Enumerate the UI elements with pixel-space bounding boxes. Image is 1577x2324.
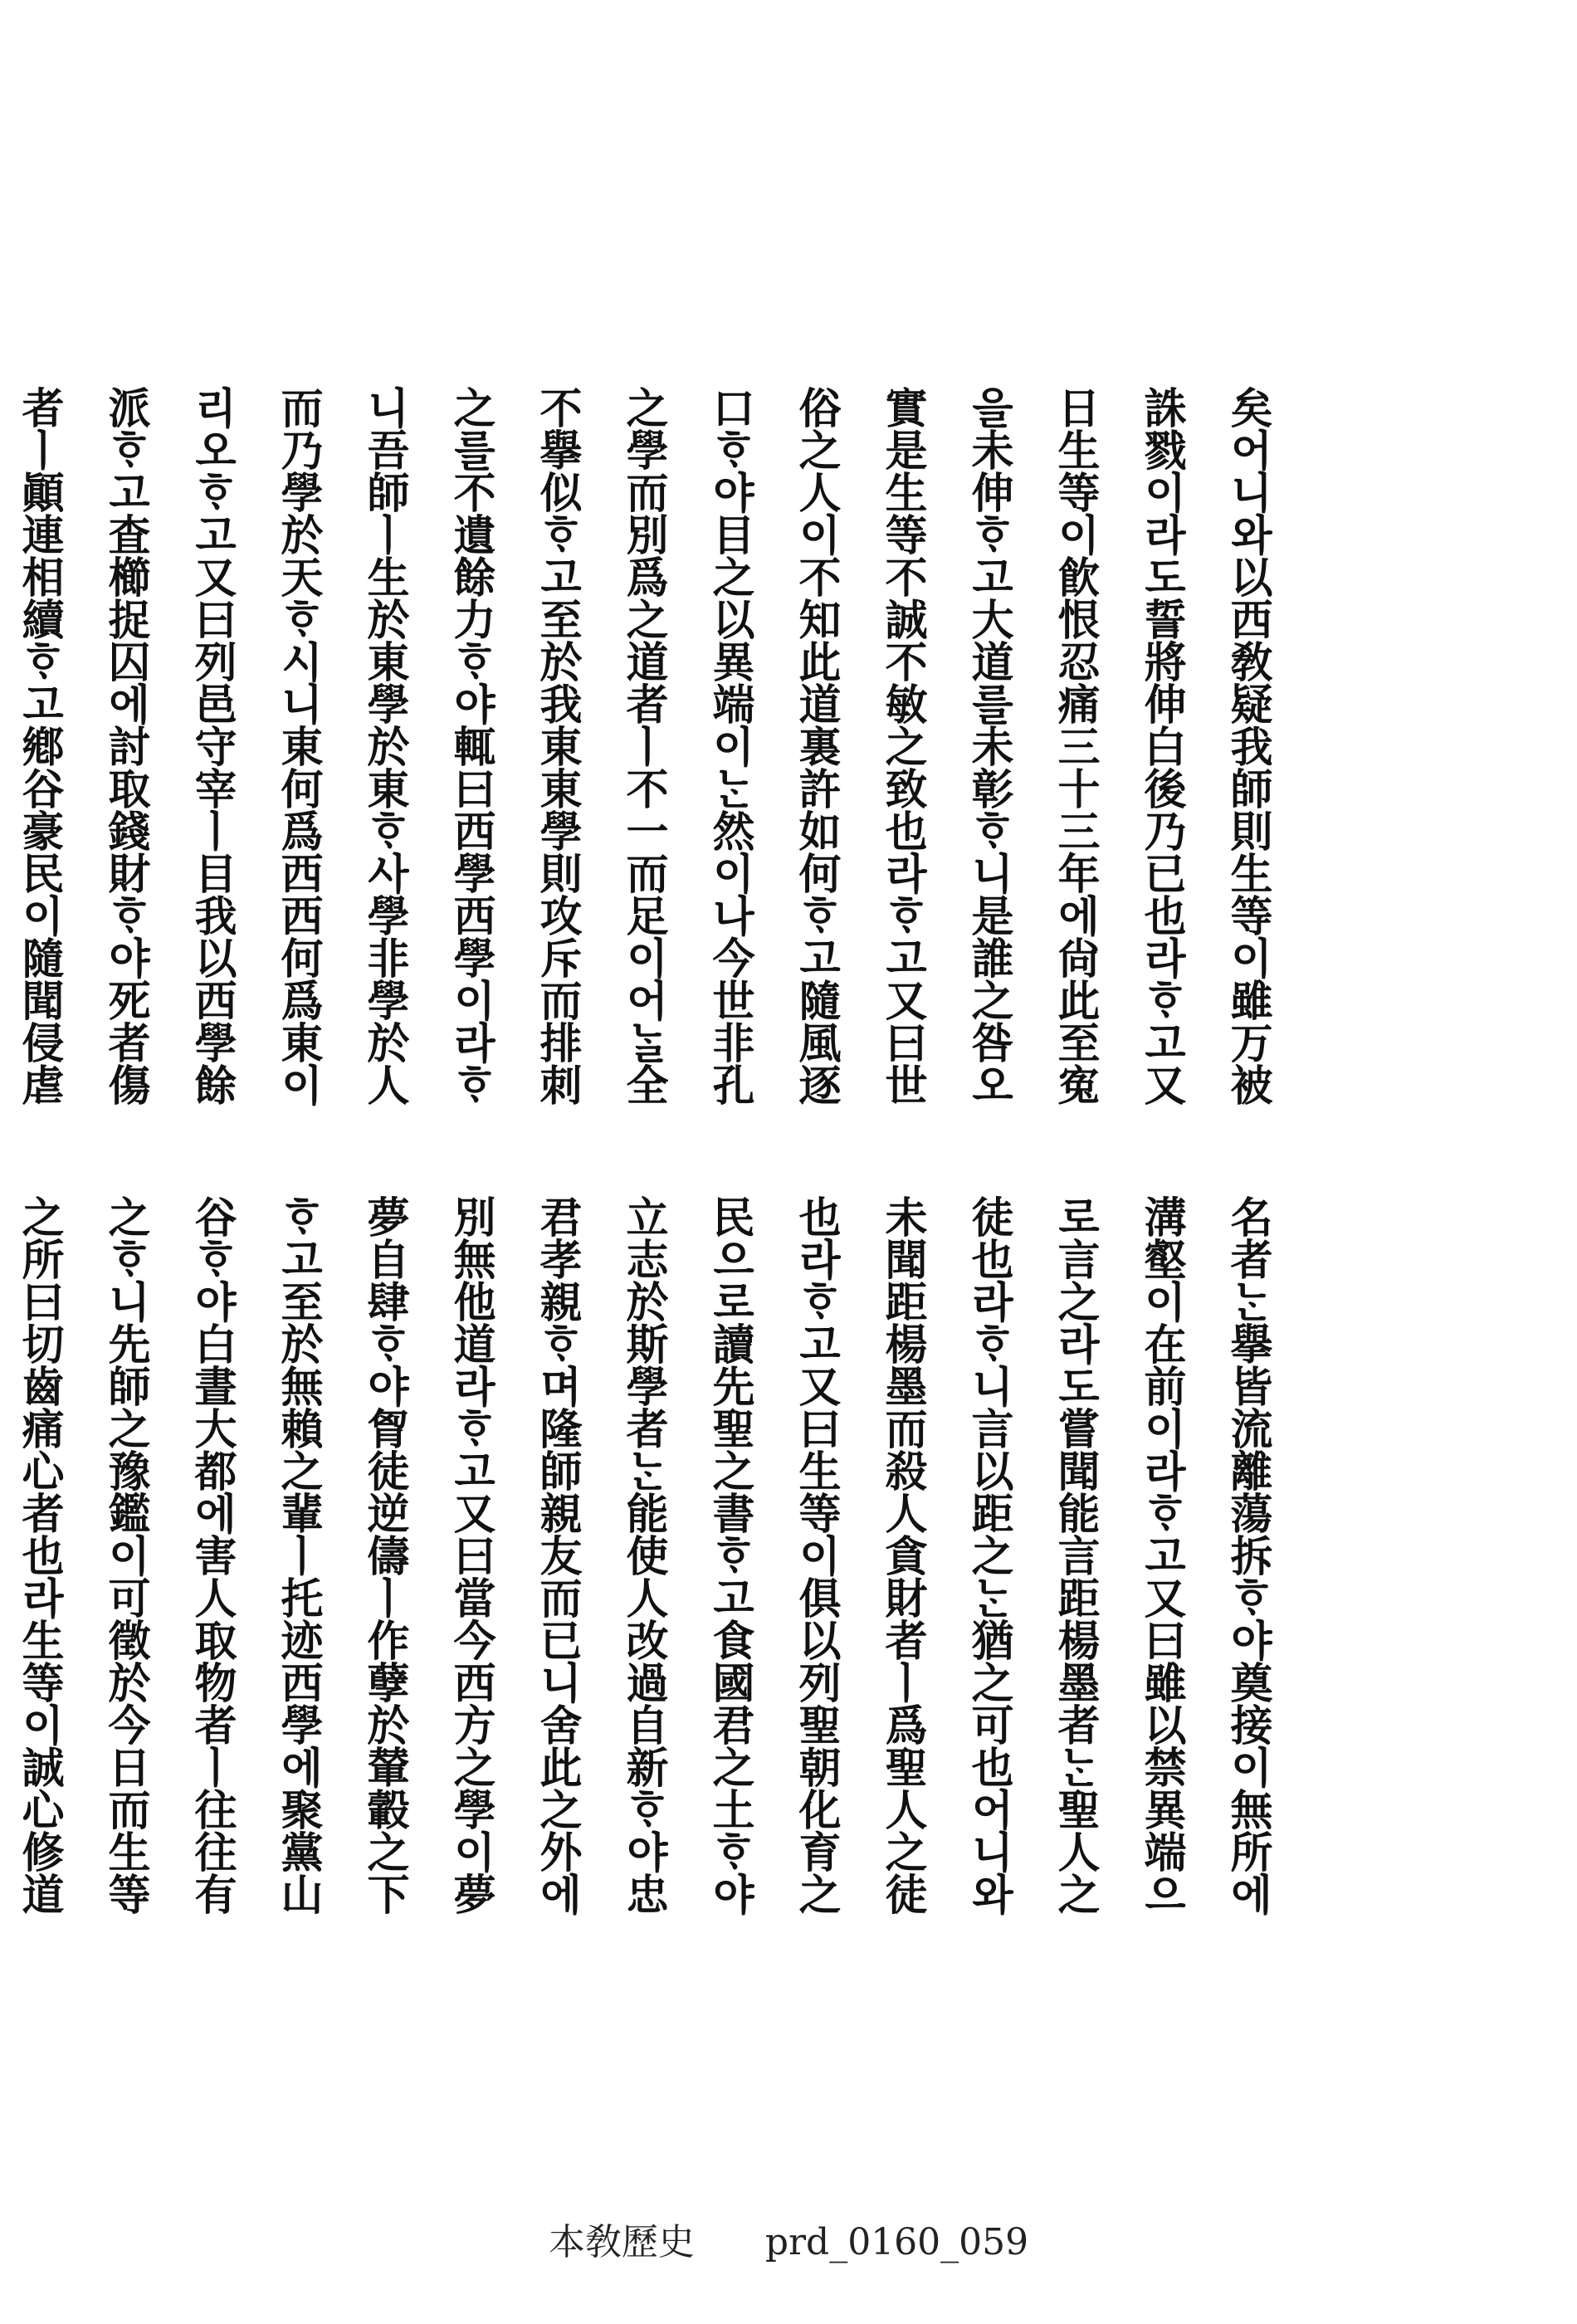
book-title: 本敎歷史 (548, 2221, 695, 2263)
text-column: 未聞距楊墨而殺人貪財者ㅣ爲聖人之徒 (877, 1195, 927, 1915)
text-column: 口ᄒᆞ야目之以異端이ᄂᆞᆫ然이나今世非孔 (705, 386, 754, 1106)
text-column: 徒也라ᄒᆞ니言以距之ᄂᆞᆫ猶之可也어니와 (964, 1195, 1013, 1915)
text-column: 也라ᄒᆞ고又曰生等이俱以列聖朝化育之 (791, 1195, 841, 1915)
text-column: 을未伸ᄒᆞ고大道를未彰ᄒᆞ니是誰之咎오 (964, 386, 1013, 1106)
page-id: prd_0160_059 (764, 2221, 1029, 2263)
text-column: 矣어니와以西敎疑我師則生等이雖万被 (1223, 386, 1272, 1106)
text-column: 谷ᄒᆞ야白晝大都에害人取物者ㅣ往往有 (187, 1195, 237, 1915)
text-column: 리오ᄒᆞ고又曰列邑守宰ㅣ目我以西學餘 (187, 386, 237, 1106)
text-column: 之所曰切齒痛心者也라生等이誠心修道 (14, 1195, 64, 1915)
text-column: 之를不遺餘力ᄒᆞ야輒曰西學西學이라ᄒᆞ (446, 386, 496, 1106)
text-column: 民으로讀先聖之書ᄒᆞ고食國君之土ᄒᆞ야 (705, 1195, 754, 1915)
text-column: 君孝親ᄒᆞ며隆師親友而已니舍此之外에 (532, 1195, 582, 1915)
text-column: 之ᄒᆞ니先師之豫鑑이可徵於今日而生等 (100, 1195, 150, 1915)
text-column: 니吾師ㅣ生於東學於東ᄒᆞ사學非學於人 (359, 386, 409, 1106)
lower-text-block (14, 1195, 1291, 1967)
text-column: 日生等이飮恨忍痛三十三年에尙此至寃 (1050, 386, 1100, 1106)
text-column: 俗之人이不知此道裏許如何ᄒᆞ고隨風逐 (791, 386, 841, 1106)
text-column: 夢自肆ᄒᆞ야胷徒逆儔ㅣ作孽於輦轂之下 (359, 1195, 409, 1915)
text-column: 名者ᄂᆞᆫ擧皆流離蕩拆ᄒᆞ야奠接이無所에 (1223, 1195, 1272, 1915)
text-column: 實是生等不誠不敏之致也라ᄒᆞ고又曰世 (877, 386, 927, 1106)
text-column: 로言之라도嘗聞能言距楊墨者ᄂᆞᆫ聖人之 (1050, 1195, 1100, 1915)
upper-text-block (14, 386, 1291, 1158)
text-column: 派ᄒᆞ고査櫛捉囚에討取錢財ᄒᆞ야死者傷 (100, 386, 150, 1106)
text-column: 立志於斯學者ᄂᆞᆫ能使人改過自新ᄒᆞ야忠 (618, 1195, 668, 1915)
text-column: 溝壑이在前이라ᄒᆞ고又曰雖以禁異端으 (1136, 1195, 1186, 1915)
page-footer (0, 2212, 1577, 2265)
text-column: 者ㅣ顚連相續ᄒᆞ고鄕谷豪民이隨聞侵虐 (14, 386, 64, 1106)
text-column: ᄒᆞ고至於無賴之輩ㅣ托迹西學에聚黨山 (273, 1195, 323, 1915)
text-column: 別無他道라ᄒᆞ고又曰當今西方之學이夢 (446, 1195, 496, 1915)
text-column: 之學而別爲之道者ㅣ不一而足이어ᄂᆞᆯ全 (618, 386, 668, 1106)
text-column: 誅戮이라도誓將伸白後乃已也라ᄒᆞ고又 (1136, 386, 1186, 1106)
text-column: 而乃學於天ᄒᆞ시니東何爲西西何爲東이 (273, 386, 323, 1106)
text-column: 不擧似ᄒᆞ고至於我東東學則攻斥而排刺 (532, 386, 582, 1106)
